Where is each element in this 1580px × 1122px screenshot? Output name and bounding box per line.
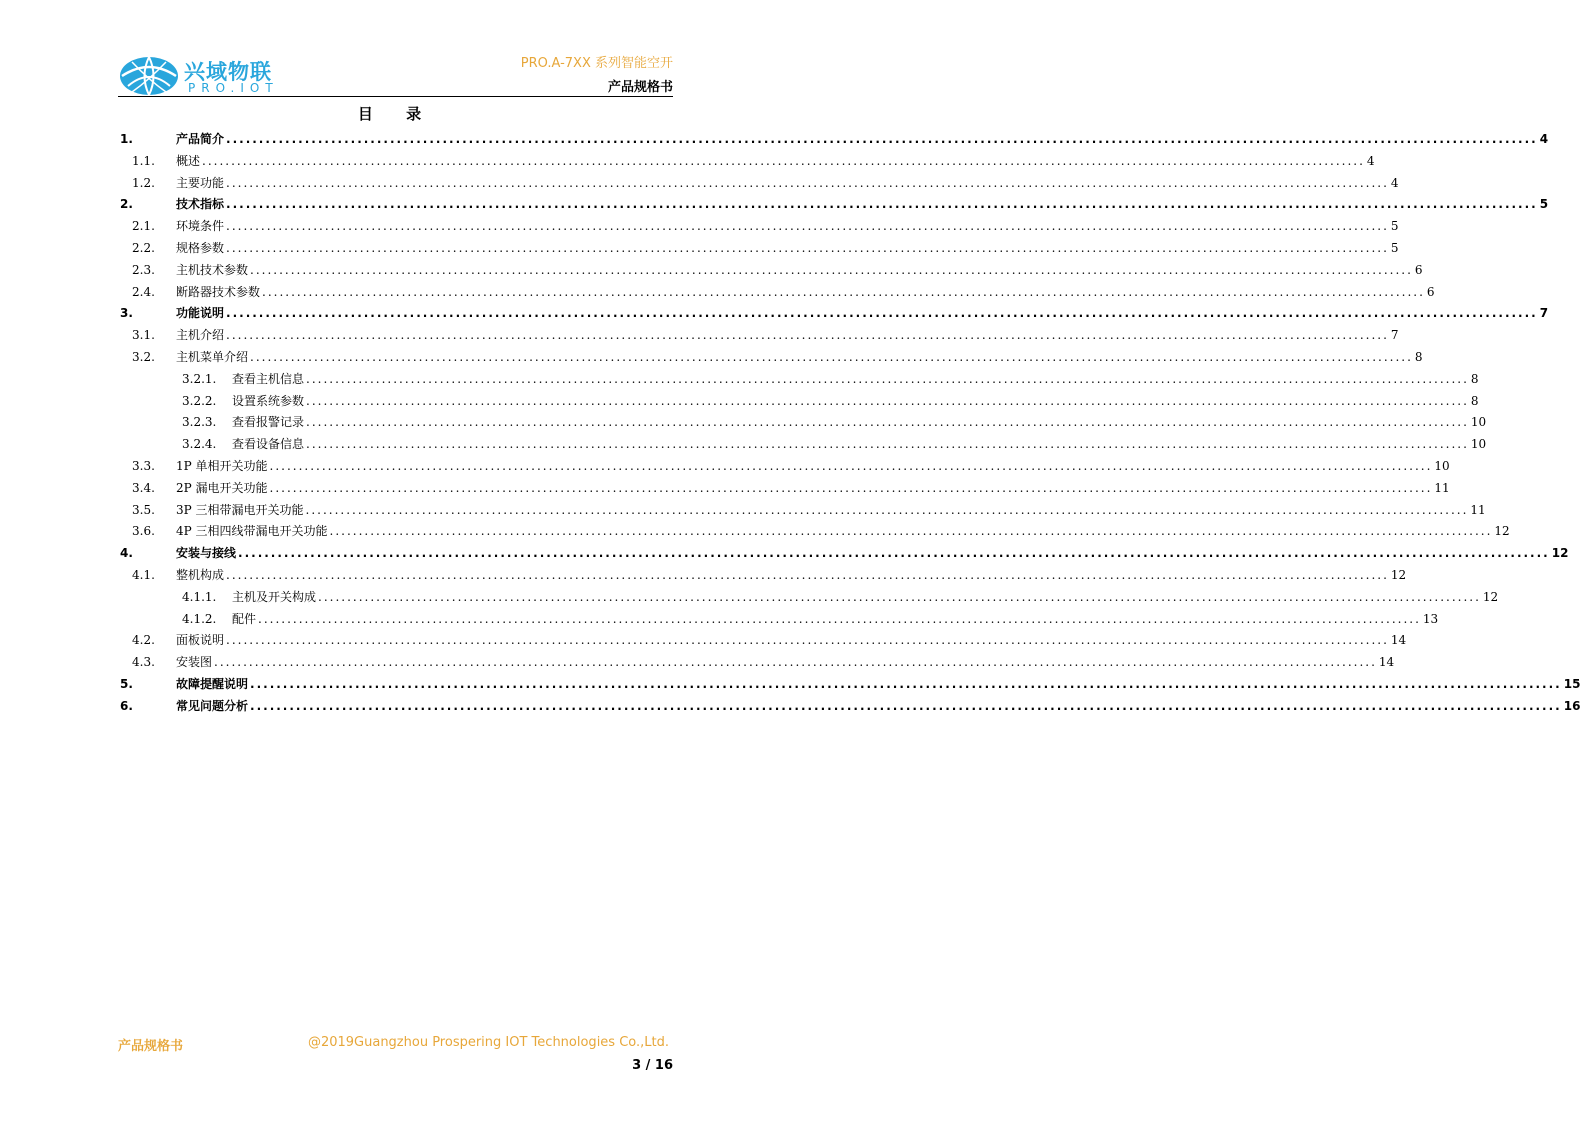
toc-entry-page: 7 xyxy=(1539,306,1549,321)
toc-entry[interactable] xyxy=(118,565,1407,587)
toc-entry-page: 12 xyxy=(1390,567,1407,582)
toc-entry-page: 10 xyxy=(1470,415,1487,430)
table-of-contents xyxy=(118,129,1580,718)
toc-dot-leader: ........................................................................................................................................................................................................ xyxy=(226,175,1389,190)
toc-entry[interactable] xyxy=(118,347,1423,369)
toc-entry[interactable] xyxy=(118,412,1487,434)
toc-entry[interactable] xyxy=(118,151,1375,173)
toc-dot-leader: ........................................................................................................................................................................................................ xyxy=(226,328,1389,343)
toc-entry-label[interactable]: 故障提醒说明 xyxy=(176,676,249,691)
toc-entry-label[interactable]: 技术指标 xyxy=(176,197,225,212)
toc-entry-page: 11 xyxy=(1434,480,1450,495)
toc-entry-label[interactable]: 主机及开关构成 xyxy=(232,589,317,604)
toc-entry-label[interactable]: 断路器技术参数 xyxy=(176,284,261,299)
toc-entry-number: 3.3. xyxy=(132,458,155,473)
toc-entry[interactable] xyxy=(118,238,1399,260)
toc-entry-label[interactable]: 4P 三相四线带漏电开关功能 xyxy=(176,524,328,539)
toc-entry[interactable] xyxy=(118,500,1486,522)
toc-entry-page: 4 xyxy=(1366,153,1375,168)
toc-title: 目 录 xyxy=(357,105,436,123)
toc-entry-page: 5 xyxy=(1390,219,1399,234)
toc-dot-leader: ........................................................................................................................................................................................................ xyxy=(250,262,1413,277)
toc-entry-label[interactable]: 环境条件 xyxy=(176,219,225,234)
toc-entry[interactable] xyxy=(118,434,1487,456)
toc-entry[interactable] xyxy=(118,456,1450,478)
toc-entry[interactable] xyxy=(118,587,1499,609)
toc-entry-page: 10 xyxy=(1434,458,1450,473)
toc-entry-number: 3.2. xyxy=(132,349,155,364)
toc-dot-leader: ........................................................................................................................................................................................................ xyxy=(226,197,1538,212)
toc-entry[interactable] xyxy=(118,303,1549,325)
toc-dot-leader: ........................................................................................................................................................................................................ xyxy=(238,546,1550,561)
toc-entry-page: 8 xyxy=(1470,393,1479,408)
toc-dot-leader: ........................................................................................................................................................................................................ xyxy=(306,393,1469,408)
toc-entry-number: 4.3. xyxy=(132,655,155,670)
toc-entry-page: 8 xyxy=(1414,349,1423,364)
toc-entry[interactable] xyxy=(118,391,1479,413)
toc-entry-page: 6 xyxy=(1414,262,1423,277)
toc-entry[interactable] xyxy=(118,478,1450,500)
toc-entry-page: 6 xyxy=(1426,284,1435,299)
toc-entry-number: 5. xyxy=(120,676,133,691)
toc-entry-number: 3.2.2. xyxy=(182,393,217,408)
toc-entry-label[interactable]: 主机介绍 xyxy=(176,328,225,343)
toc-dot-leader: ........................................................................................................................................................................................................ xyxy=(250,698,1562,713)
toc-entry-page: 4 xyxy=(1539,132,1549,146)
toc-entry[interactable] xyxy=(118,216,1399,238)
toc-dot-leader: ........................................................................................................................................................................................................ xyxy=(226,567,1389,582)
toc-entry-label[interactable]: 产品简介 xyxy=(176,132,225,146)
toc-entry-page: 8 xyxy=(1470,371,1479,386)
toc-entry-page: 4 xyxy=(1390,175,1399,190)
toc-entry-number: 3.2.3. xyxy=(182,415,217,430)
logo-text-cn: 兴域物联 xyxy=(184,60,272,84)
toc-entry-number: 2.2. xyxy=(132,240,155,255)
toc-entry-page: 10 xyxy=(1470,437,1487,452)
toc-dot-leader: ........................................................................................................................................................................................................ xyxy=(269,458,1433,473)
toc-dot-leader: ........................................................................................................................................................................................................ xyxy=(262,284,1425,299)
toc-entry-number: 4.2. xyxy=(132,633,155,648)
toc-entry-number: 3.2.4. xyxy=(182,437,217,452)
header-doc-title: 产品规格书 xyxy=(607,80,673,95)
header-divider xyxy=(118,96,673,97)
toc-dot-leader: ........................................................................................................................................................................................................ xyxy=(306,437,1469,452)
toc-dot-leader: ........................................................................................................................................................................................................ xyxy=(214,655,1377,670)
toc-entry-number: 3.1. xyxy=(132,328,155,343)
toc-entry-number: 3.2.1. xyxy=(182,371,217,386)
toc-entry-number: 2. xyxy=(120,197,133,212)
toc-entry-number: 2.3. xyxy=(132,262,155,277)
toc-entry-number: 3.5. xyxy=(132,502,155,517)
footer-copyright: @2019Guangzhou Prospering IOT Technologies Co.,Ltd. xyxy=(307,1035,669,1050)
logo-text-en: PRO.IOT xyxy=(188,81,279,95)
toc-entry-number: 3.4. xyxy=(132,480,155,495)
toc-entry[interactable] xyxy=(118,652,1395,674)
toc-entry-page: 12 xyxy=(1494,524,1510,539)
toc-entry-label[interactable]: 配件 xyxy=(232,611,257,626)
toc-dot-leader: ........................................................................................................................................................................................................ xyxy=(269,480,1433,495)
toc-dot-leader: ........................................................................................................................................................................................................ xyxy=(329,524,1493,539)
toc-entry-number: 4.1.1. xyxy=(182,589,217,604)
toc-entry-page: 15 xyxy=(1563,676,1580,691)
toc-entry[interactable] xyxy=(118,521,1510,543)
toc-entry-page: 12 xyxy=(1482,589,1499,604)
toc-entry[interactable] xyxy=(118,674,1580,696)
toc-dot-leader: ........................................................................................................................................................................................................ xyxy=(318,589,1481,604)
toc-entry-page: 13 xyxy=(1422,611,1439,626)
toc-entry-number: 4. xyxy=(120,546,133,561)
toc-entry[interactable] xyxy=(118,194,1549,216)
toc-entry-label[interactable]: 安装图 xyxy=(176,655,213,670)
toc-entry-label[interactable]: 查看主机信息 xyxy=(232,371,305,386)
toc-entry-label[interactable]: 3P 三相带漏电开关功能 xyxy=(176,502,304,517)
toc-entry-number: 4.1. xyxy=(132,567,155,582)
toc-entry-label[interactable]: 面板说明 xyxy=(176,633,225,648)
toc-entry-label[interactable]: 主机菜单介绍 xyxy=(176,349,249,364)
toc-dot-leader: ........................................................................................................................................................................................................ xyxy=(250,676,1562,691)
toc-entry-number: 6. xyxy=(120,698,133,713)
toc-dot-leader: ........................................................................................................................................................................................................ xyxy=(202,153,1365,168)
page-number: 3 / 16 xyxy=(632,1058,673,1073)
toc-entry-label[interactable]: 主机技术参数 xyxy=(176,262,249,277)
toc-entry[interactable] xyxy=(118,282,1435,304)
toc-dot-leader: ........................................................................................................................................................................................................ xyxy=(226,633,1389,648)
toc-entry[interactable] xyxy=(118,543,1569,565)
toc-entry-label[interactable]: 查看设备信息 xyxy=(232,437,305,452)
toc-entry-number: 3.6. xyxy=(132,524,155,539)
toc-entry-number: 4.1.2. xyxy=(182,611,217,626)
toc-dot-leader: ........................................................................................................................................................................................................ xyxy=(226,240,1389,255)
toc-entry-label[interactable]: 主要功能 xyxy=(176,175,225,190)
toc-entry-label[interactable]: 常见问题分析 xyxy=(176,698,249,713)
toc-entry[interactable] xyxy=(118,260,1423,282)
toc-dot-leader: ........................................................................................................................................................................................................ xyxy=(305,502,1469,517)
toc-dot-leader: ........................................................................................................................................................................................................ xyxy=(250,349,1413,364)
toc-entry-page: 14 xyxy=(1390,633,1407,648)
toc-dot-leader: ........................................................................................................................................................................................................ xyxy=(226,219,1389,234)
toc-entry[interactable] xyxy=(118,609,1439,631)
toc-dot-leader: ........................................................................................................................................................................................................ xyxy=(226,132,1538,146)
toc-entry-page: 16 xyxy=(1563,698,1580,713)
header-model: PRO.A-7XX 系列智能空开 xyxy=(520,56,673,71)
toc-entry[interactable] xyxy=(118,696,1580,718)
toc-entry-label[interactable]: 2P 漏电开关功能 xyxy=(176,480,268,495)
footer-doc-title: 产品规格书 xyxy=(118,1039,184,1054)
toc-entry-number: 1.1. xyxy=(132,153,155,168)
toc-entry-label[interactable]: 设置系统参数 xyxy=(232,393,305,408)
toc-entry-label[interactable]: 规格参数 xyxy=(176,240,225,255)
company-logo xyxy=(118,52,288,98)
toc-entry[interactable] xyxy=(118,325,1399,347)
toc-entry-label[interactable]: 查看报警记录 xyxy=(232,415,305,430)
toc-entry-page: 14 xyxy=(1378,655,1395,670)
toc-entry-label[interactable]: 概述 xyxy=(176,153,201,168)
toc-entry-label[interactable]: 功能说明 xyxy=(176,306,225,321)
toc-entry-number: 2.1. xyxy=(132,219,155,234)
toc-entry-number: 3. xyxy=(120,306,133,321)
toc-entry-page: 5 xyxy=(1390,240,1399,255)
logo-globe-icon xyxy=(118,52,180,98)
toc-entry-label[interactable]: 1P 单相开关功能 xyxy=(176,458,268,473)
toc-dot-leader: ........................................................................................................................................................................................................ xyxy=(306,415,1469,430)
toc-entry-number: 1.2. xyxy=(132,175,155,190)
toc-entry-page: 11 xyxy=(1470,502,1486,517)
toc-entry[interactable] xyxy=(118,630,1407,652)
toc-entry[interactable] xyxy=(118,369,1479,391)
toc-entry-label[interactable]: 整机构成 xyxy=(176,567,225,582)
toc-entry-label[interactable]: 安装与接线 xyxy=(176,546,237,561)
toc-dot-leader: ........................................................................................................................................................................................................ xyxy=(306,371,1469,386)
toc-dot-leader: ........................................................................................................................................................................................................ xyxy=(226,306,1538,321)
toc-entry-page: 7 xyxy=(1390,328,1399,343)
toc-entry[interactable] xyxy=(118,129,1549,151)
toc-entry-number: 2.4. xyxy=(132,284,155,299)
toc-entry-page: 5 xyxy=(1539,197,1549,212)
toc-entry[interactable] xyxy=(118,173,1399,195)
toc-entry-number: 1. xyxy=(120,132,133,146)
toc-entry-page: 12 xyxy=(1551,546,1569,561)
toc-dot-leader: ........................................................................................................................................................................................................ xyxy=(258,611,1421,626)
